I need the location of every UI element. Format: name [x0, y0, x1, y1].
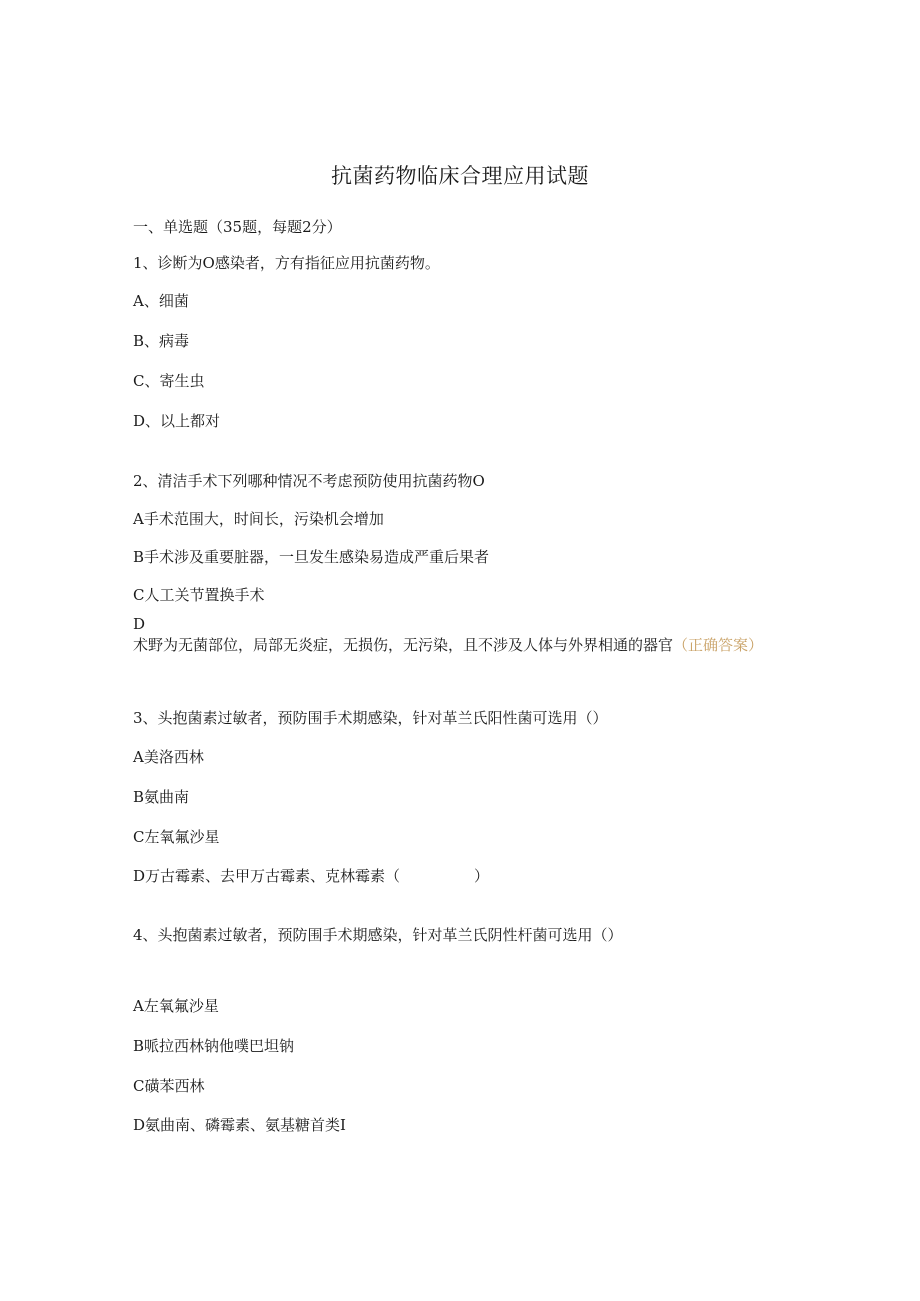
question-3-option-d-close: ） — [474, 867, 490, 885]
question-4-option-b: B哌拉西林钠他噗巴坦钠 — [133, 1037, 295, 1055]
question-4-stem: 4、头抱菌素过敏者，预防围手术期感染，针对革兰氏阴性杆菌可选用（） — [133, 926, 623, 944]
question-2-option-c: C人工关节置换手术 — [133, 586, 265, 604]
question-1-option-c: C、寄生虫 — [133, 372, 205, 390]
question-4-option-d: D氨曲南、磷霉素、氨基糖首类I — [133, 1116, 346, 1134]
correct-answer-note: （正确答案） — [673, 636, 764, 654]
question-3-option-a: A美洛西林 — [133, 748, 204, 766]
question-1-option-b: B、病毒 — [133, 332, 190, 350]
question-3-option-d — [133, 865, 489, 887]
question-1-option-d: D、以上都对 — [133, 412, 221, 430]
question-3-option-c: C左氧氟沙星 — [133, 828, 220, 846]
question-1-option-a: A、细菌 — [133, 292, 189, 310]
question-2-option-a: A手术范围大，时间长，污染机会增加 — [133, 510, 384, 528]
question-2-stem: 2、清洁手术下列哪种情况不考虑预防使用抗菌药物O — [133, 472, 485, 490]
question-3-option-d-text: D万古霉素、去甲万古霉素、克林霉素（ — [133, 867, 401, 885]
question-2-option-d — [133, 634, 793, 656]
section-heading: 一、单选题（35题，每题2分） — [133, 218, 342, 236]
question-3-stem: 3、头抱菌素过敏者，预防围手术期感染，针对革兰氏阳性菌可选用（） — [133, 709, 608, 727]
document-title: 抗菌药物临床合理应用试题 — [331, 164, 589, 188]
question-4-option-c: C磺苯西林 — [133, 1077, 205, 1095]
question-2-option-d-label: D — [133, 615, 146, 633]
question-2-option-d-text: 术野为无菌部位，局部无炎症，无损伤，无污染，且不涉及人体与外界相通的器官 — [133, 636, 674, 654]
question-1-stem: 1、诊断为O感染者，方有指征应用抗菌药物。 — [133, 254, 440, 272]
question-3-option-b: B氨曲南 — [133, 788, 190, 806]
question-4-option-a: A左氧氟沙星 — [133, 997, 219, 1015]
question-2-option-b: B手术涉及重要脏器，一旦发生感染易造成严重后果者 — [133, 548, 490, 566]
